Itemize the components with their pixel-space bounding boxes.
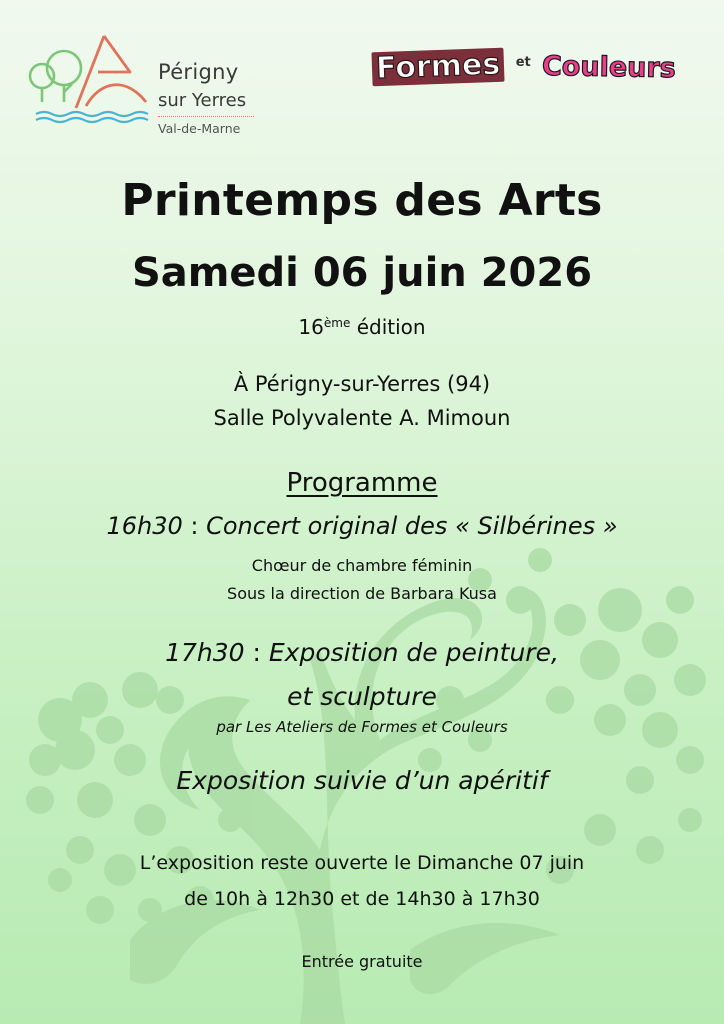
partner-word-et: et <box>515 55 531 70</box>
expo-title-line1: Exposition de peinture, <box>268 638 559 667</box>
concert-title: Concert original des « Silbérines » <box>206 512 618 540</box>
perigny-logo-icon <box>26 32 154 124</box>
logo-divider <box>158 116 254 117</box>
exhibition-title <box>0 631 724 719</box>
logo-town-suffix: sur Yerres <box>158 90 247 111</box>
concert-separator: : <box>182 512 207 540</box>
event-date: Samedi 06 juin 2026 <box>131 250 593 296</box>
event-title: Printemps des Arts <box>121 175 603 226</box>
edition-word: édition <box>350 315 426 339</box>
location-city: À Périgny-sur-Yerres (94) <box>233 372 491 396</box>
concert-time: 16h30 <box>106 512 183 540</box>
partner-word-couleurs: Couleurs <box>542 50 677 85</box>
location-venue: Salle Polyvalente A. Mimoun <box>213 406 511 430</box>
opening-day: L’exposition reste ouverte le Dimanche 07 juin <box>139 852 585 874</box>
concert-choir: Chœur de chambre féminin <box>251 556 473 575</box>
logo-department: Val-de-Marne <box>158 121 241 136</box>
aperitif-line: Exposition suivie d’un apéritif <box>176 766 548 795</box>
exhibition-organizer: par Les Ateliers de Formes et Couleurs <box>216 718 508 736</box>
formes-et-couleurs-logo <box>372 46 677 87</box>
edition-number: 16 <box>298 315 324 339</box>
expo-title-line2: et sculpture <box>287 682 437 711</box>
opening-hours <box>0 845 724 917</box>
event-location <box>0 367 724 435</box>
expo-time: 17h30 <box>165 638 245 667</box>
logo-town-name: Périgny <box>158 60 239 84</box>
partner-word-formes: Formes <box>371 48 504 87</box>
concert-line <box>0 512 724 540</box>
edition-suffix: ème <box>323 316 351 330</box>
opening-times: de 10h à 12h30 et de 14h30 à 17h30 <box>184 888 540 910</box>
programme-heading: Programme <box>286 468 438 498</box>
concert-director: Sous la direction de Barbara Kusa <box>227 584 497 603</box>
free-entry: Entrée gratuite <box>301 952 423 971</box>
concert-details <box>0 552 724 608</box>
event-edition <box>0 315 724 339</box>
expo-separator: : <box>244 638 269 667</box>
